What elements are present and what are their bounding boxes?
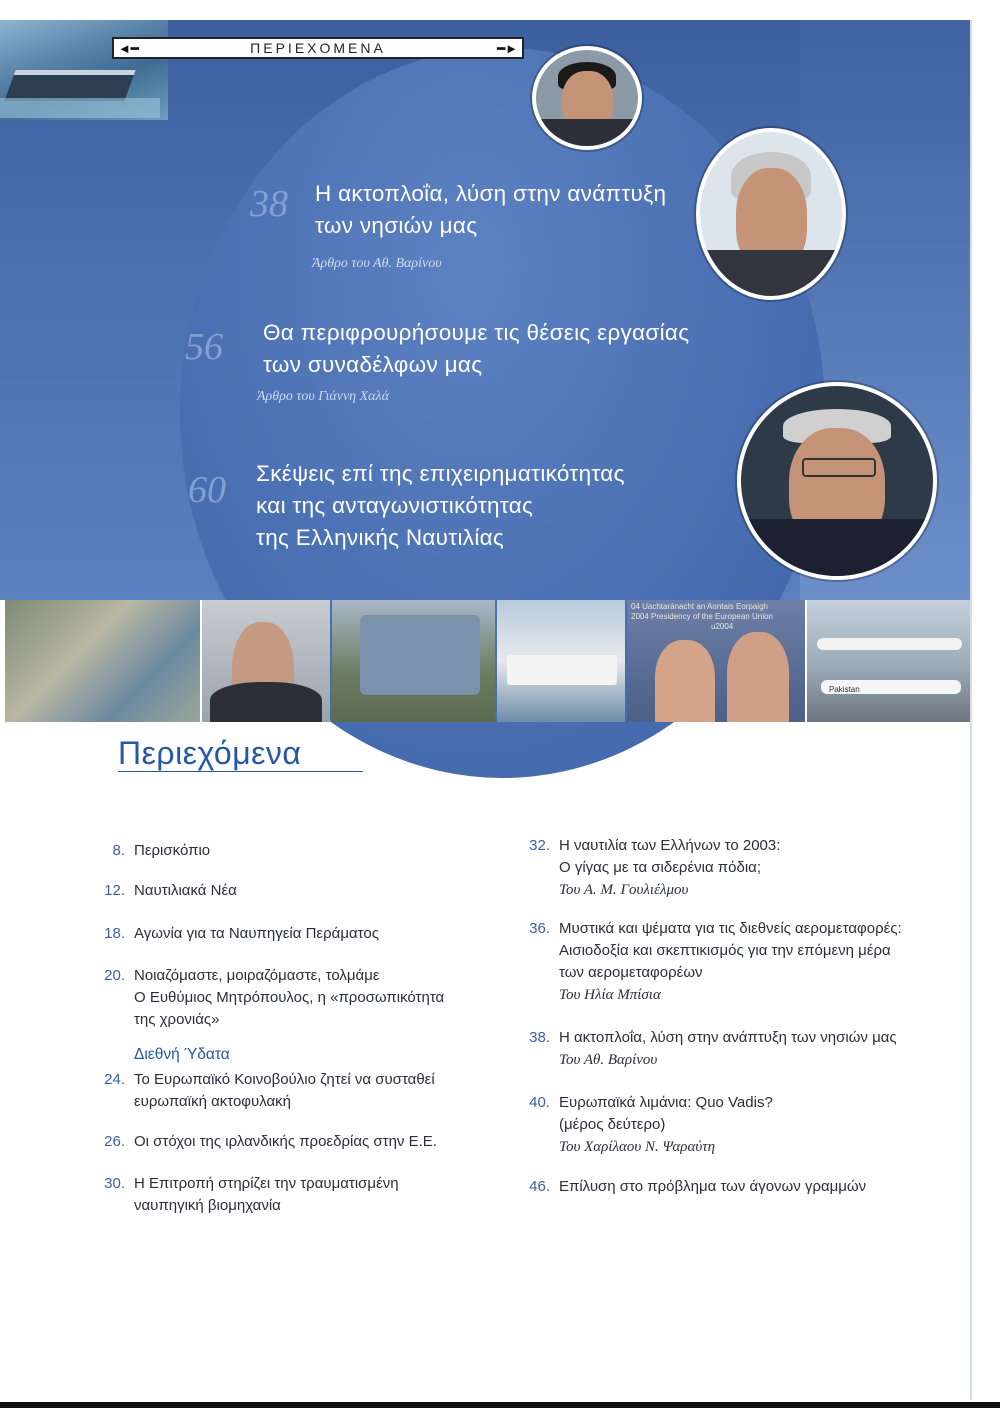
toc-page-number: 20. <box>104 967 125 984</box>
toc-author: Του Ηλία Μπίσια <box>559 987 661 1003</box>
toc-author: Του Α. Μ. Γουλιέλμου <box>559 882 689 898</box>
portrait-top <box>532 46 642 150</box>
ship-photo <box>0 20 168 120</box>
feature-page-number: 56 <box>185 326 223 368</box>
toc-title: Επίλυση στο πρόβλημα των άγονων γραμμών <box>559 1178 867 1195</box>
toc-page-number: 40. <box>529 1094 550 1111</box>
toc-title: Το Ευρωπαϊκό Κοινοβούλιο ζητεί να συσταθεί ευρωπαϊκή ακτοφυλακή <box>134 1071 435 1110</box>
toc-page-number: 38. <box>529 1029 550 1046</box>
feature-byline: Άρθρο του Αθ. Βαρίνου <box>312 256 442 271</box>
feature-byline: Άρθρο του Γιάννη Χαλά <box>257 389 389 404</box>
toc-page-number: 24. <box>104 1071 125 1088</box>
toc-title: Η ακτοπλοΐα, λύση στην ανάπτυξη των νησιών μας Του Αθ. Βαρίνου <box>559 1029 897 1068</box>
feature-title: Θα περιφρουρήσουμε τις θέσεις εργασίας των συναδέλφων μας <box>263 320 690 377</box>
toc-title: Η ναυτιλία των Ελλήνων το 2003: Ο γίγας με τα σιδερένια πόδια; Του Α. Μ. Γουλιέλμου <box>559 837 781 898</box>
man-portrait-photo <box>202 600 330 722</box>
page-edge <box>970 20 972 1400</box>
contents-banner <box>112 37 524 59</box>
photo-caption: 04 Uachtaránacht an Aontais Eorpaigh 2004 Presidency of the European Union u2004 <box>631 602 773 631</box>
toc-title: Μυστικά και ψέματα για τις διεθνείς αερομεταφορές: Αισιοδοξία και σκεπτικισμός για την επόμενη μέρα των αερομεταφορέων Του Ηλία Μπίσια <box>559 920 902 1003</box>
toc-heading-rule <box>118 771 363 772</box>
ferry-photo <box>497 600 625 722</box>
toc-title: Νοιαζόμαστε, μοιραζόμαστε, τολμάμε Ο Ευθύμιος Μητρόπουλος, η «προσωπικότητα της χρονιάς» <box>134 967 445 1028</box>
feature-title: Σκέψεις επί της επιχειρηματικότητας και της ανταγωνιστικότητας της Ελληνικής Ναυτιλίας <box>256 461 625 550</box>
toc-page-number: 36. <box>529 920 550 937</box>
toc-page-number: 8. <box>112 842 125 859</box>
toc-title: Ευρωπαϊκά λιμάνια: Quo Vadis? (μέρος δεύτερο) Του Χαρίλαου Ν. Ψαραύτη <box>559 1094 773 1155</box>
feature-page-number: 38 <box>250 183 288 225</box>
toc-page-number: 32. <box>529 837 550 854</box>
banner-label: ΠΕΡΙΕΧΟΜΕΝΑ <box>250 40 386 56</box>
toc-page-number: 26. <box>104 1133 125 1150</box>
airport-photo <box>807 600 970 722</box>
feature-title: Η ακτοπλοΐα, λύση στην ανάπτυξη των νησιών μας <box>315 181 667 238</box>
photo-caption: Pakistan <box>829 685 860 694</box>
toc-section-heading: Διεθνή Ύδατα <box>134 1046 230 1063</box>
harbor-photo <box>5 600 200 722</box>
toc-heading: Περιεχόμενα <box>118 735 302 771</box>
toc-title: Η Επιτροπή στηρίζει την τραυματισμένη ναυπηγική βιομηχανία <box>134 1175 399 1214</box>
toc-page-number: 18. <box>104 925 125 942</box>
parliament-photo <box>332 600 495 722</box>
left-arrow-icon: ◄━ <box>118 41 139 56</box>
ship-wake <box>0 98 160 118</box>
toc-title: Ναυτιλιακά Νέα <box>134 882 237 899</box>
toc-title: Οι στόχοι της ιρλανδικής προεδρίας στην Ε.Ε. <box>134 1133 437 1150</box>
top-strip <box>0 0 1000 20</box>
toc-page-number: 30. <box>104 1175 125 1192</box>
ship-hull <box>4 70 135 101</box>
photo-strip <box>5 600 970 722</box>
right-arrow-icon: ━► <box>497 41 518 56</box>
portrait-varinos <box>696 128 846 300</box>
feature-page-number: 60 <box>188 469 226 511</box>
toc-author: Του Αθ. Βαρίνου <box>559 1052 658 1068</box>
portrait-chalas <box>737 382 937 580</box>
toc-title: Αγωνία για τα Ναυπηγεία Περάματος <box>134 925 379 942</box>
toc-page-number: 46. <box>529 1178 550 1195</box>
toc-title: Περισκόπιο <box>134 842 211 859</box>
toc-page-number: 12. <box>104 882 125 899</box>
toc-author: Του Χαρίλαου Ν. Ψαραύτη <box>559 1139 716 1155</box>
politicians-photo <box>627 600 805 722</box>
bottom-rule <box>0 1402 1000 1408</box>
